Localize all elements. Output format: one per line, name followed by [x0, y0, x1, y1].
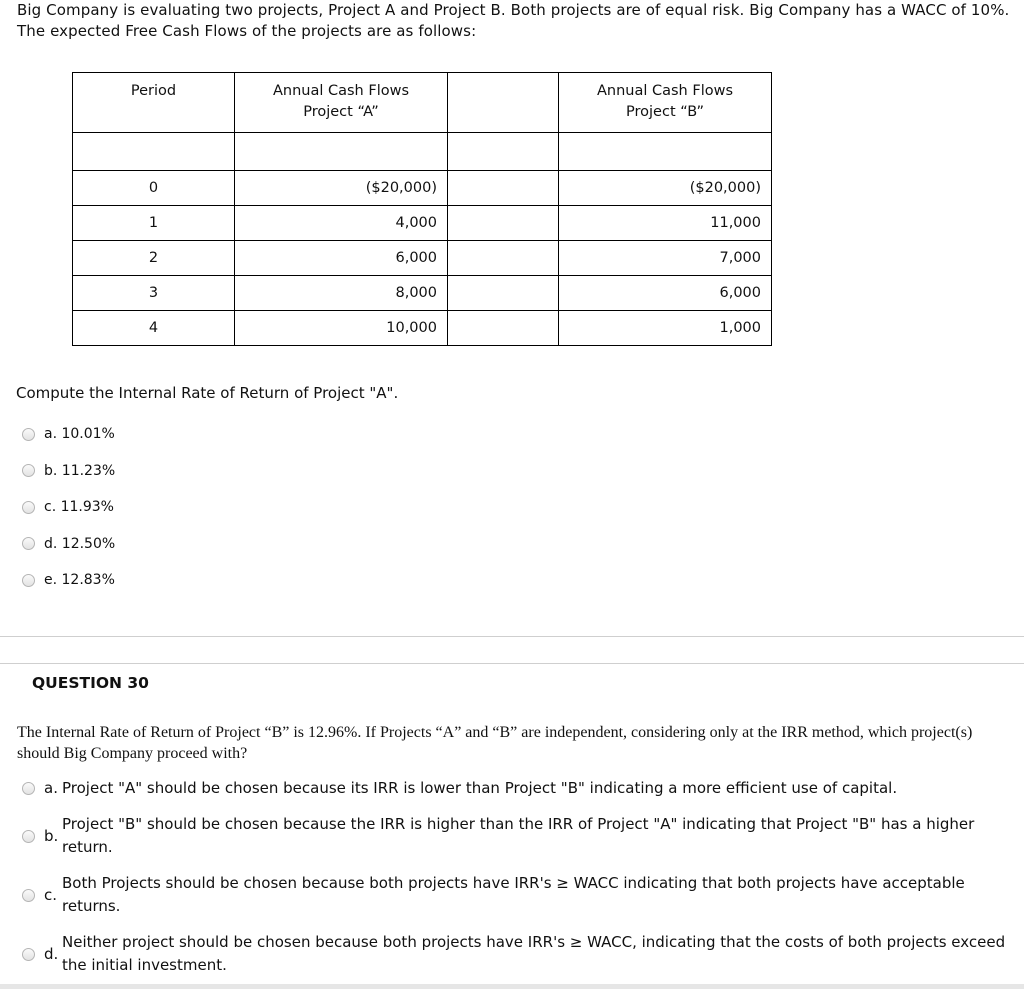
- table-header-row: [73, 73, 772, 133]
- option-letter: a.: [44, 778, 58, 797]
- radio-button[interactable]: [22, 948, 35, 961]
- table-blank-row: [73, 133, 772, 171]
- cell-project-a: 8,000: [235, 276, 448, 311]
- option-text: Neither project should be chosen because both projects have IRR's ≥ WACC, indicating that the costs of both projects exceed the initial investment.: [62, 933, 1006, 974]
- cell-period: 2: [73, 241, 235, 276]
- table-row: [73, 276, 772, 311]
- cell-project-a: ($20,000): [235, 171, 448, 206]
- option-letter: b.: [44, 826, 59, 845]
- question-1-options: [22, 416, 115, 599]
- page-bottom-bar: [0, 984, 1024, 989]
- header-b-line2: Project “B”: [626, 104, 704, 120]
- radio-button[interactable]: [22, 501, 35, 514]
- cell-project-b: 1,000: [559, 311, 772, 346]
- option-letter: d.: [44, 944, 59, 963]
- cell-project-a: 6,000: [235, 241, 448, 276]
- option-label: a. 10.01%: [44, 426, 115, 443]
- answer-option-e[interactable]: [22, 562, 115, 599]
- cell-project-b: 7,000: [559, 241, 772, 276]
- cash-flow-table: [72, 72, 772, 346]
- table-row: [73, 311, 772, 346]
- table-row: [73, 171, 772, 206]
- header-b-line1: Annual Cash Flows: [596, 83, 734, 99]
- radio-button[interactable]: [22, 830, 35, 843]
- header-project-a: [235, 73, 448, 133]
- table-row: [73, 206, 772, 241]
- option-label: c. 11.93%: [44, 499, 114, 516]
- radio-button[interactable]: [22, 428, 35, 441]
- option-text: Project "A" should be chosen because its IRR is lower than Project "B" indicating a more efficient use of capital.: [62, 778, 898, 797]
- answer-option-d[interactable]: [22, 931, 1017, 977]
- cell-project-a: 4,000: [235, 206, 448, 241]
- option-letter: c.: [44, 885, 58, 904]
- cell-period: 4: [73, 311, 235, 346]
- option-label: e. 12.83%: [44, 572, 115, 589]
- cell-period: 1: [73, 206, 235, 241]
- option-label: b. 11.23%: [44, 462, 116, 479]
- radio-button[interactable]: [22, 537, 35, 550]
- radio-button[interactable]: [22, 574, 35, 587]
- header-period: Period: [73, 73, 235, 133]
- answer-option-a[interactable]: [22, 416, 115, 453]
- answer-option-b[interactable]: [22, 813, 1017, 859]
- answer-option-a[interactable]: [22, 776, 1017, 800]
- answer-option-c[interactable]: [22, 489, 115, 526]
- cell-project-b: 11,000: [559, 206, 772, 241]
- question-1-text: Compute the Internal Rate of Return of Project "A".: [16, 384, 399, 402]
- radio-button[interactable]: [22, 782, 35, 795]
- answer-option-c[interactable]: [22, 872, 1017, 918]
- cell-project-a: 10,000: [235, 311, 448, 346]
- section-divider: [0, 663, 1024, 664]
- option-text: Project "B" should be chosen because the IRR is higher than the IRR of Project "A" indicating that Project "B" has a higher return.: [62, 815, 975, 856]
- cell-project-b: 6,000: [559, 276, 772, 311]
- radio-button[interactable]: [22, 889, 35, 902]
- option-label: d. 12.50%: [44, 535, 116, 552]
- header-a-line1: Annual Cash Flows: [272, 83, 410, 99]
- header-project-b: [559, 73, 772, 133]
- question-30-text: The Internal Rate of Return of Project “B” is 12.96%. If Projects “A” and “B” are independent, considering only at the IRR method, which project(s) should Big Company proceed with?: [17, 724, 973, 762]
- section-divider: [0, 636, 1024, 637]
- answer-option-d[interactable]: [22, 526, 115, 563]
- problem-intro: Big Company is evaluating two projects, Project A and Project B. Both projects are of equal risk. Big Company has a WACC of 10%. The expected Free Cash Flows of the projects are as follows:: [17, 1, 1010, 40]
- option-text: Both Projects should be chosen because both projects have IRR's ≥ WACC indicating that both projects have acceptable returns.: [62, 874, 965, 915]
- table-row: [73, 241, 772, 276]
- cell-period: 3: [73, 276, 235, 311]
- cell-period: 0: [73, 171, 235, 206]
- header-a-line2: Project “A”: [303, 104, 379, 120]
- question-30-heading: QUESTION 30: [32, 674, 149, 692]
- answer-option-b[interactable]: [22, 453, 115, 490]
- header-spacer: [448, 73, 559, 133]
- radio-button[interactable]: [22, 464, 35, 477]
- cell-project-b: ($20,000): [559, 171, 772, 206]
